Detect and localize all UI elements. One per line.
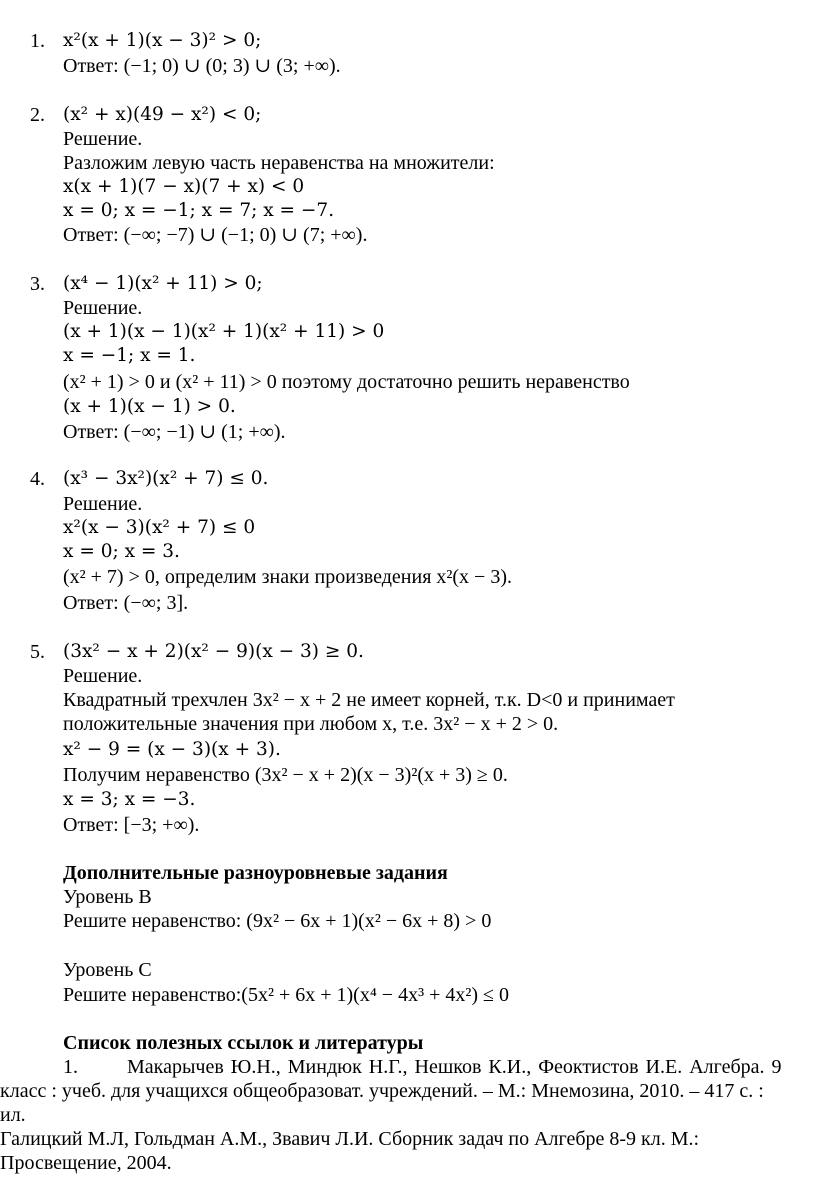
level-b-task: Решите неравенство: (9x² − 6x + 1)(x² − 6x + 8) > 0 <box>63 910 492 932</box>
problem-statement: x²(x + 1)(x − 3)² > 0; <box>63 30 262 51</box>
problem-number: 1. <box>30 30 45 52</box>
solution-line: Разложим левую часть неравенства на множители: <box>63 152 495 174</box>
reference-text: Галицкий М.Л, Гольдман А.М., Звавич Л.И. Сборник задач по Алгебре 8-9 кл. М.: <box>0 1128 700 1150</box>
solution-label: Решение. <box>63 665 143 687</box>
problem-number: 5. <box>30 641 45 663</box>
solution-line: (x² + 1) > 0 и (x² + 11) > 0 поэтому достаточно решить неравенство <box>63 371 630 393</box>
solution-line: положительные значения при любом x, т.е. 3x² − x + 2 > 0. <box>63 713 559 735</box>
solution-line: x = 3; x = −3. <box>63 789 196 810</box>
solution-label: Решение. <box>63 297 143 319</box>
problem-number: 3. <box>30 273 45 295</box>
reference-text: Просвещение, 2004. <box>0 1152 172 1174</box>
reference-text: Макарычев Ю.Н., Миндюк Н.Г., Нешков К.И., Феоктистов И.Е. Алгебра. 9 <box>127 1056 782 1078</box>
solution-label: Решение. <box>63 128 143 150</box>
problem-statement: (x³ − 3x²)(x² + 7) ≤ 0. <box>63 468 269 489</box>
answer-line: Ответ: (−1; 0) ∪ (0; 3) ∪ (3; +∞). <box>63 55 341 77</box>
solution-line: Квадратный трехчлен 3x² − x + 2 не имеет корней, т.к. D<0 и принимает <box>63 689 675 711</box>
section-heading: Список полезных ссылок и литературы <box>63 1032 424 1054</box>
reference-number: 1. <box>63 1056 78 1078</box>
solution-line: (x + 1)(x − 1)(x² + 1)(x² + 11) > 0 <box>63 321 385 342</box>
level-b-label: Уровень В <box>63 886 152 908</box>
solution-line: (x + 1)(x − 1) > 0. <box>63 396 236 417</box>
problem-number: 4. <box>30 468 45 490</box>
problem-statement: (3x² − x + 2)(x² − 9)(x − 3) ≥ 0. <box>63 641 364 662</box>
section-heading: Дополнительные разноуровневые задания <box>63 862 448 884</box>
solution-line: x(x + 1)(7 − x)(7 + x) < 0 <box>63 176 305 197</box>
reference-text: ил. <box>0 1104 26 1126</box>
level-c-label: Уровень С <box>63 959 152 981</box>
solution-line: x = −1; x = 1. <box>63 345 196 366</box>
answer-line: Ответ: (−∞; −7) ∪ (−1; 0) ∪ (7; +∞). <box>63 224 368 246</box>
solution-line: x² − 9 = (x − 3)(x + 3). <box>63 739 281 760</box>
level-c-task: Решите неравенство:(5x² + 6x + 1)(x⁴ − 4x³ + 4x²) ≤ 0 <box>63 984 509 1006</box>
problem-statement: (x² + x)(49 − x²) < 0; <box>63 104 262 125</box>
answer-line: Ответ: [−3; +∞). <box>63 814 200 836</box>
solution-line: Получим неравенство (3x² − x + 2)(x − 3)²(x + 3) ≥ 0. <box>63 764 508 786</box>
solution-line: x = 0; x = −1; x = 7; x = −7. <box>63 200 335 221</box>
solution-line: x²(x − 3)(x² + 7) ≤ 0 <box>63 517 256 538</box>
reference-text: класс : учеб. для учащихся общеобразоват. учреждений. – М.: Мнемозина, 2010. – 417 с. : <box>0 1080 764 1102</box>
answer-line: Ответ: (−∞; −1) ∪ (1; +∞). <box>63 421 286 443</box>
solution-line: (x² + 7) > 0, определим знаки произведения x²(x − 3). <box>63 566 512 588</box>
problem-statement: (x⁴ − 1)(x² + 11) > 0; <box>63 273 263 294</box>
solution-label: Решение. <box>63 493 143 515</box>
solution-line: x = 0; x = 3. <box>63 541 180 562</box>
problem-number: 2. <box>30 104 45 126</box>
answer-line: Ответ: (−∞; 3]. <box>63 592 189 614</box>
